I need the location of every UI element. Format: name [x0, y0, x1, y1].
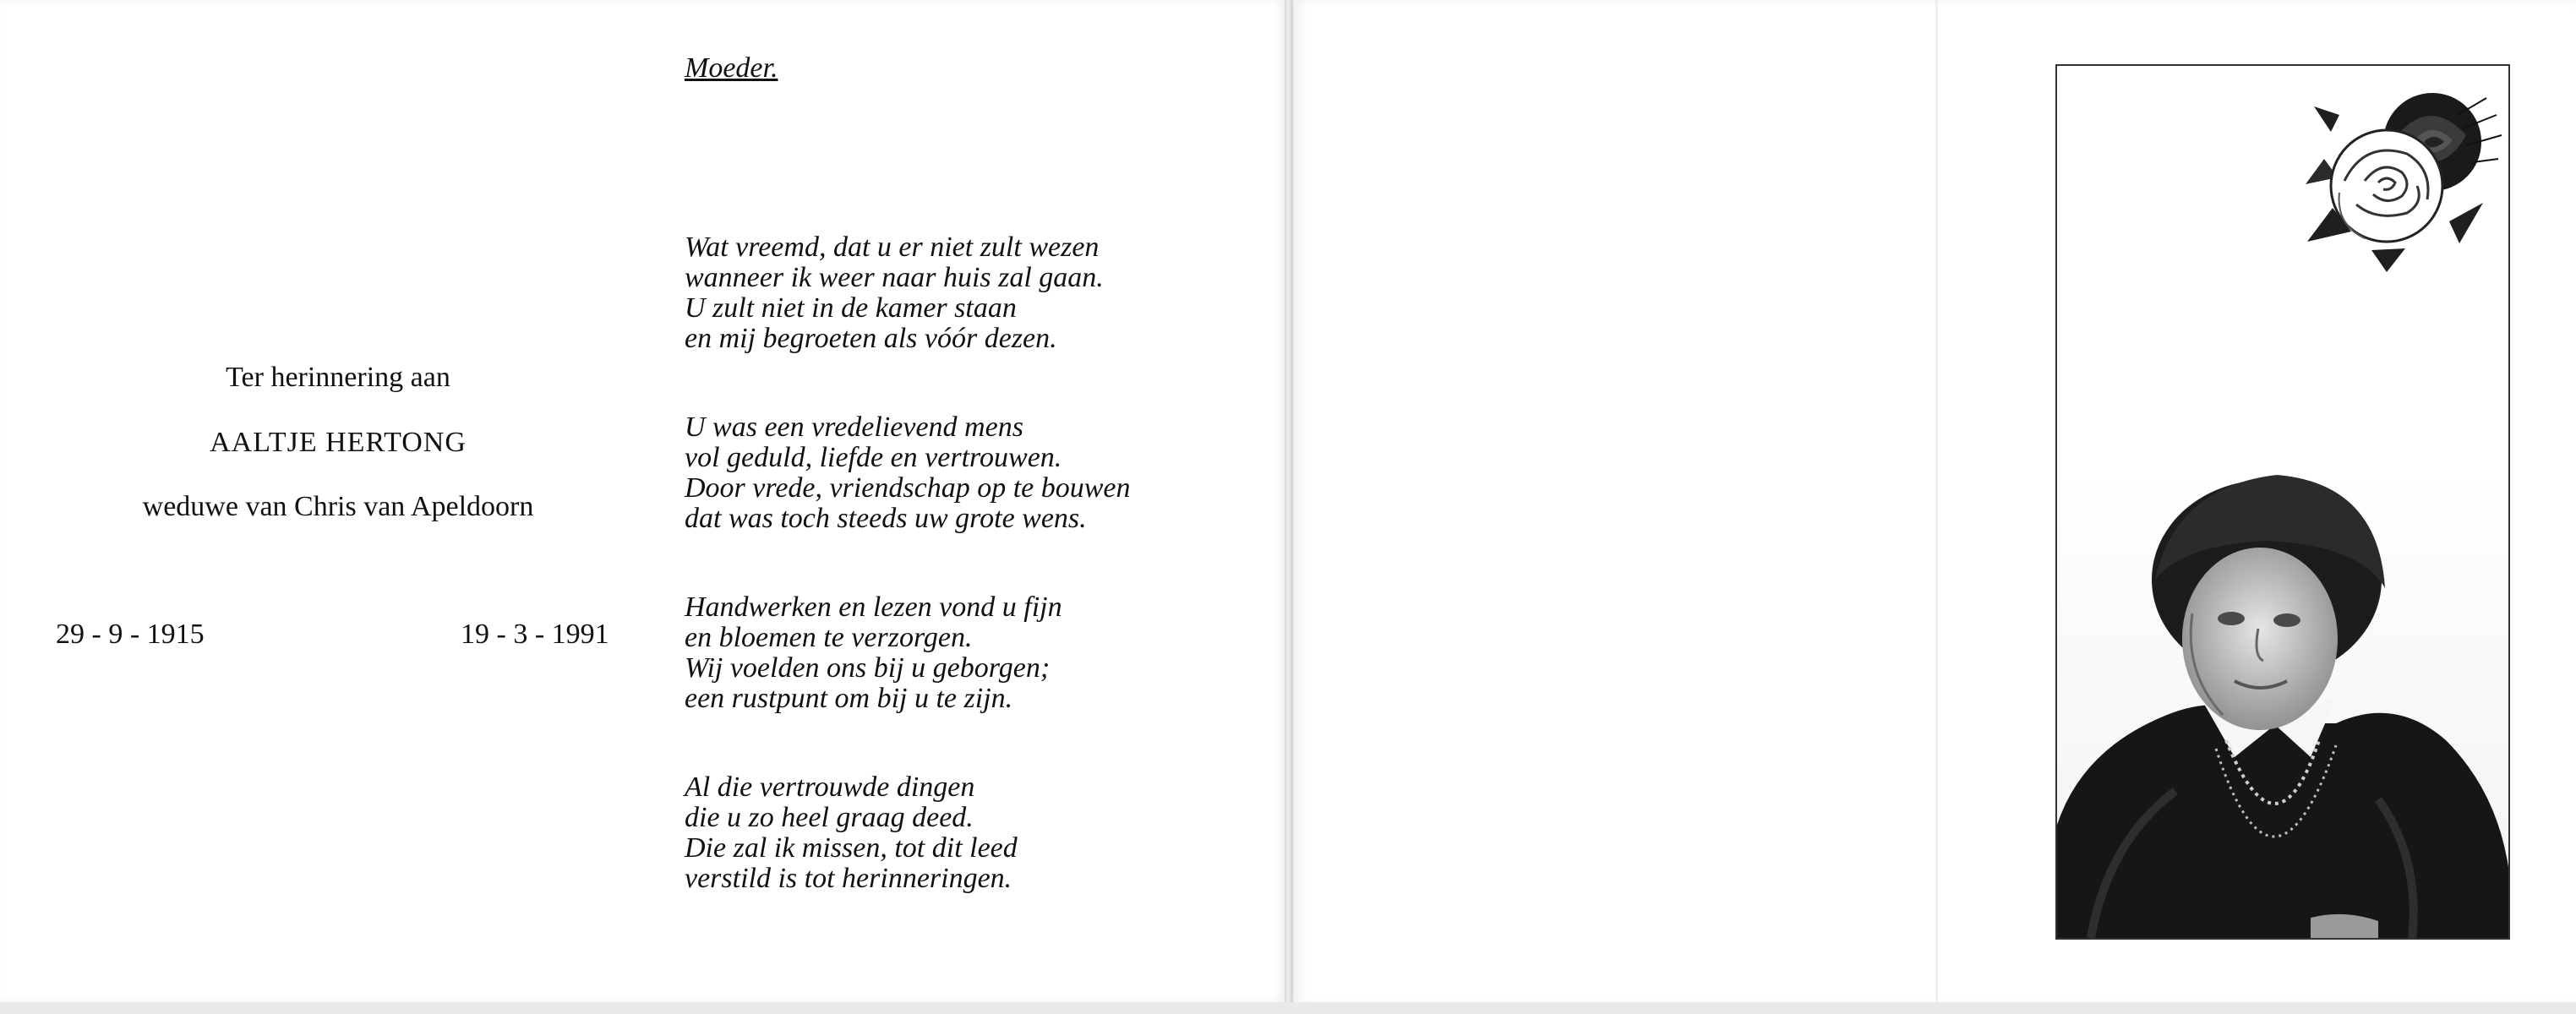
poem-stanza-3 [685, 592, 1225, 714]
poem-stanza-2 [685, 412, 1225, 534]
inner-fold-crease [1935, 0, 1938, 1006]
poem-line: en bloemen te verzorgen. [685, 622, 973, 653]
death-date: 19 - 3 - 1991 [461, 619, 609, 650]
poem-stanza-4 [685, 772, 1225, 894]
poem-line: U was een vredelievend mens [685, 412, 1023, 443]
poem-line: Wij voelden ons bij u geborgen; [685, 652, 1051, 684]
scan-bottom-edge [0, 1002, 2576, 1014]
memorial-intro-text: Ter herinnering aan [226, 362, 450, 393]
portrait-photo [2057, 470, 2508, 938]
card-fold [1285, 0, 1293, 1006]
deceased-name: AALTJE HERTONG [210, 427, 467, 458]
birth-date: 29 - 9 - 1915 [56, 619, 205, 650]
poem-line: en mij begroeten als vóór dezen. [685, 323, 1057, 354]
poem-line: Wat vreemd, dat u er niet zult wezen [685, 232, 1100, 263]
poem-body [685, 232, 1225, 952]
poem-line: Al die vertrouwde dingen [685, 771, 975, 803]
poem-title: Moeder. [685, 52, 778, 84]
poem-line: wanneer ik weer naar huis zal gaan. [685, 262, 1104, 293]
poem-line: vol geduld, liefde en vertrouwen. [685, 442, 1062, 473]
poem-line: die u zo heel graag deed. [685, 802, 974, 833]
rose-icon [2306, 81, 2505, 272]
poem-stanza-1 [685, 232, 1225, 354]
poem-line: Die zal ik missen, tot dit leed [685, 832, 1018, 864]
poem-line: verstild is tot herinneringen. [685, 863, 1012, 894]
poem-line: Door vrede, vriendschap op te bouwen [685, 472, 1131, 504]
poem-line: U zult niet in de kamer staan [685, 292, 1017, 324]
poem-line: dat was toch steeds uw grote wens. [685, 503, 1087, 534]
relation-text: weduwe van Chris van Apeldoorn [142, 491, 534, 522]
poem-line: een rustpunt om bij u te zijn. [685, 683, 1013, 714]
poem-line: Handwerken en lezen vond u fijn [685, 592, 1062, 623]
